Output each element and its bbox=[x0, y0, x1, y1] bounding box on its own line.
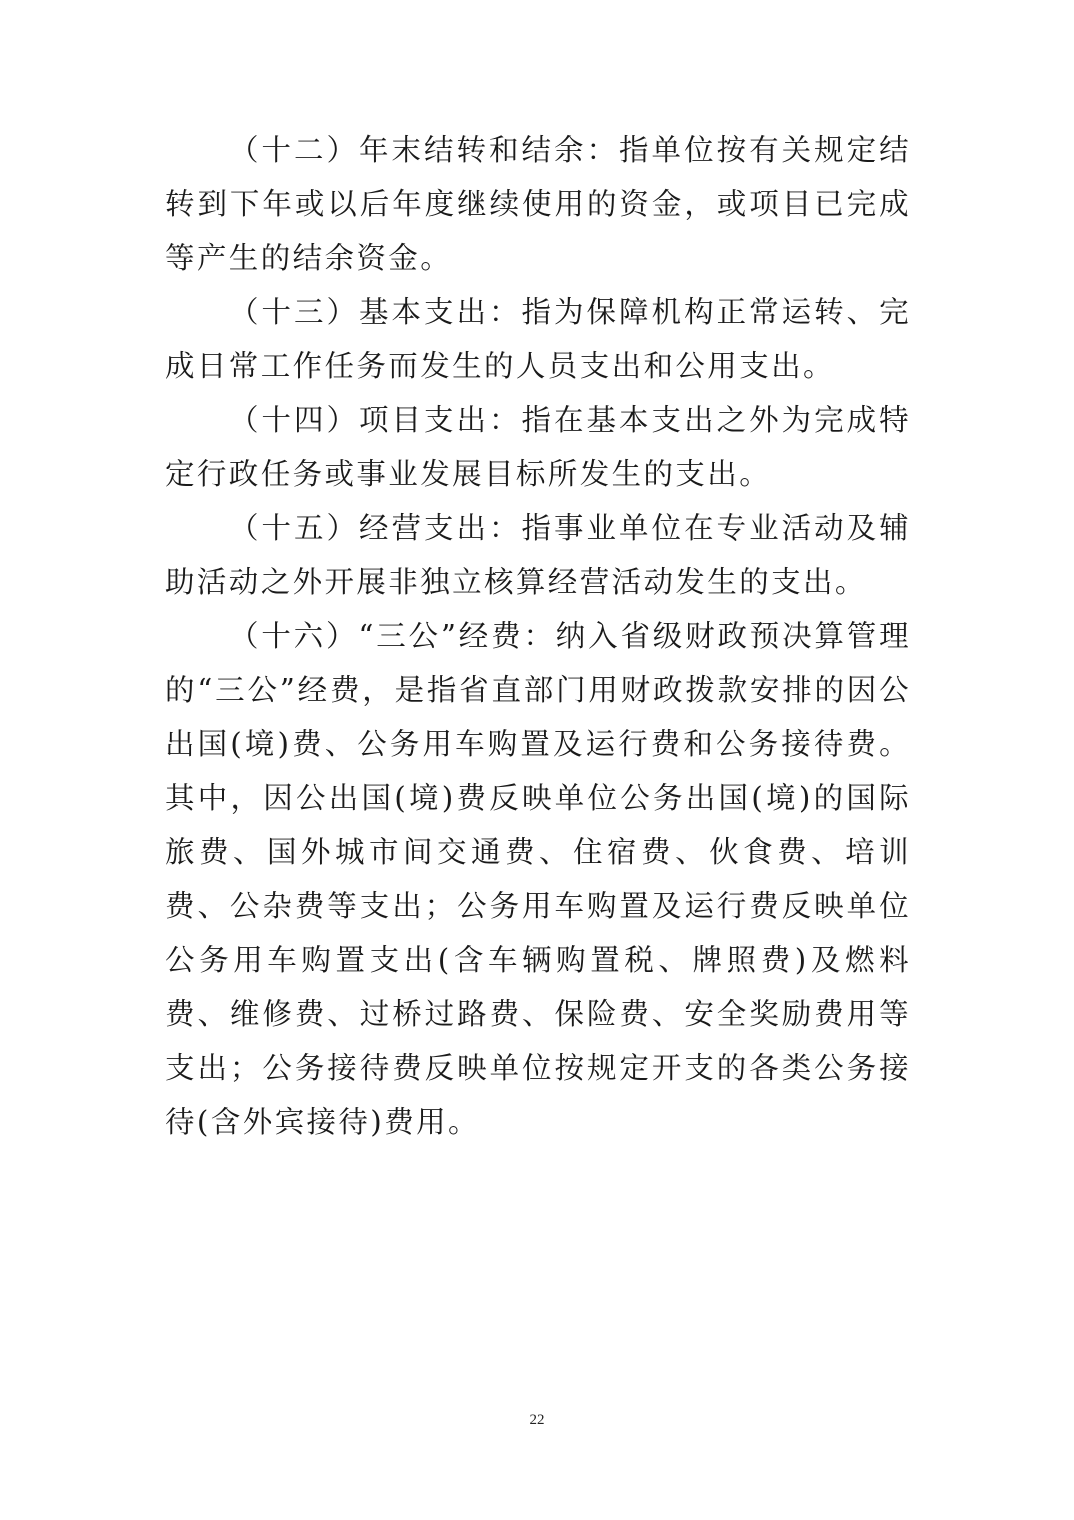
paragraph-basic-expenditure: （十三）基本支出：指为保障机构正常运转、完成日常工作任务而发生的人员支出和公用支出。 bbox=[165, 295, 911, 383]
document-body bbox=[165, 123, 911, 1149]
paragraph-project-expenditure: （十四）项目支出：指在基本支出之外为完成特定行政任务或事业发展目标所发生的支出。 bbox=[165, 403, 911, 491]
paragraph-operating-expenditure: （十五）经营支出：指事业单位在专业活动及辅助活动之外开展非独立核算经营活动发生的支出。 bbox=[165, 511, 911, 599]
paragraph-year-end-balance: （十二）年末结转和结余：指单位按有关规定结转到下年或以后年度继续使用的资金，或项目已完成等产生的结余资金。 bbox=[165, 133, 911, 275]
page-number: 22 bbox=[529, 1412, 545, 1428]
paragraph-three-public-expenses: （十六）“三公”经费：纳入省级财政预决算管理的“三公”经费，是指省直部门用财政拨款安排的因公出国(境)费、公务用车购置及运行费和公务接待费。其中，因公出国(境)费反映单位公务出国(境)的国际旅费、国外城市间交通费、住宿费、伙食费、培训费、公杂费等支出；公务用车购置及运行费反映单位公务用车购置支出(含车辆购置税、牌照费)及燃料费、维修费、过桥过路费、保险费、安全奖励费用等支出；公务接待费反映单位按规定开支的各类公务接待(含外宾接待)费用。 bbox=[165, 619, 911, 1139]
